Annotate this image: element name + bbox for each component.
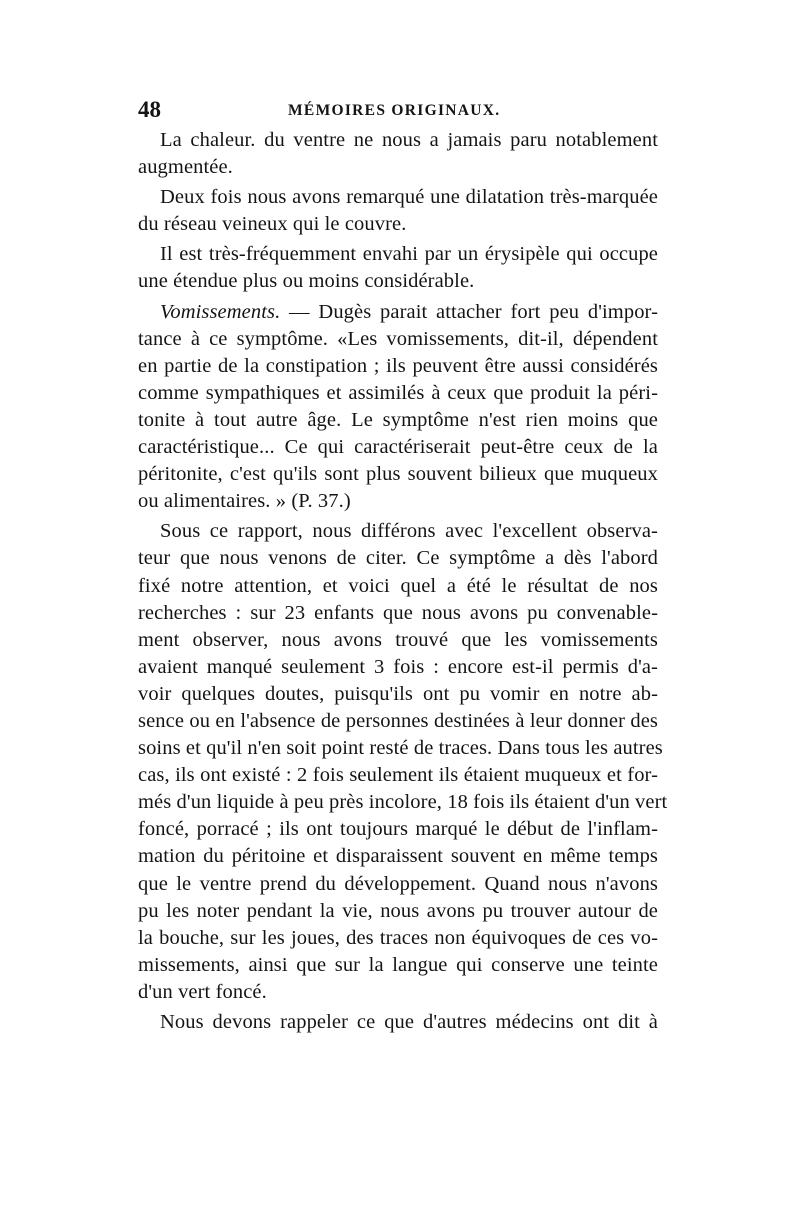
- text-line: du réseau veineux qui le couvre.: [138, 213, 407, 236]
- text-line: La chaleur. du ventre ne nous a jamais paru notablement: [160, 129, 658, 151]
- text-line: voir quelques doutes, puisqu'ils ont pu vomir en notre ab-: [138, 682, 658, 705]
- text-line: une étendue plus ou moins considérable.: [138, 270, 475, 293]
- text-line: Il est très-fréquemment envahi par un érysipèle qui occupe: [160, 243, 658, 266]
- text-line: comme sympathiques et assimilés à ceux que produit la péri-: [138, 381, 658, 404]
- text-line: [138, 299, 658, 326]
- page-number: 48: [138, 97, 161, 122]
- running-title: MÉMOIRES ORIGINAUX.: [288, 102, 501, 119]
- text-line: tonite à tout autre âge. Le symptôme n'est rien moins que: [138, 408, 658, 431]
- body-text: [138, 127, 668, 1036]
- text-line: teur que nous venons de citer. Ce symptôme a dès l'abord: [138, 547, 658, 570]
- text-line: fixé notre attention, et voici quel a été le résultat de nos: [138, 574, 658, 597]
- text-line: d'un vert foncé.: [138, 980, 267, 1003]
- text-line: Sous ce rapport, nous différons avec l'excellent observa-: [160, 520, 658, 543]
- section-heading: Vomissements.: [160, 300, 281, 323]
- text-line: soins et qu'il n'en soit point resté de traces. Dans tous les autres: [138, 737, 663, 760]
- text-line: Deux fois nous avons remarqué une dilatation très-marquée: [160, 186, 658, 209]
- text-line: Nous devons rappeler ce que d'autres médecins ont dit à: [160, 1011, 658, 1033]
- text-line: foncé, porracé ; ils ont toujours marqué le début de l'inflam-: [138, 818, 658, 841]
- text-line: mation du péritoine et disparaissent souvent en même temps: [138, 845, 658, 868]
- text-line: recherches : sur 23 enfants que nous avons pu convenable-: [138, 601, 658, 624]
- text-line: augmentée.: [138, 156, 233, 179]
- text-line: que le ventre prend du développement. Quand nous n'avons: [138, 872, 658, 895]
- text-line: la bouche, sur les joues, des traces non équivoques de ces vo-: [138, 926, 658, 949]
- text-line-rest: — Dugès parait attacher fort peu d'impor-: [280, 300, 658, 323]
- text-line: caractéristique... Ce qui caractériserait peut-être ceux de la: [138, 436, 658, 459]
- text-line: avaient manqué seulement 3 fois : encore est-il permis d'a-: [138, 655, 658, 678]
- text-line: péritonite, c'est qu'ils sont plus souvent bilieux que muqueux: [138, 463, 658, 486]
- text-line: pu les noter pendant la vie, nous avons pu trouver autour de: [138, 899, 658, 922]
- text-line: més d'un liquide à peu près incolore, 18 fois ils étaient d'un vert: [138, 791, 668, 814]
- text-line: ou alimentaires. » (P. 37.): [138, 490, 351, 513]
- text-line: ment observer, nous avons trouvé que les vomissements: [138, 628, 658, 651]
- text-line: tance à ce symptôme. «Les vomissements, dit-il, dépendent: [138, 327, 658, 350]
- page-header: [138, 98, 658, 122]
- text-line: missements, ainsi que sur la langue qui conserve une teinte: [138, 953, 658, 976]
- text-line: cas, ils ont existé : 2 fois seulement ils étaient muqueux et for-: [138, 764, 658, 787]
- text-line: en partie de la constipation ; ils peuvent être aussi considérés: [138, 354, 658, 377]
- text-line: sence ou en l'absence de personnes destinées à leur donner des: [138, 709, 658, 732]
